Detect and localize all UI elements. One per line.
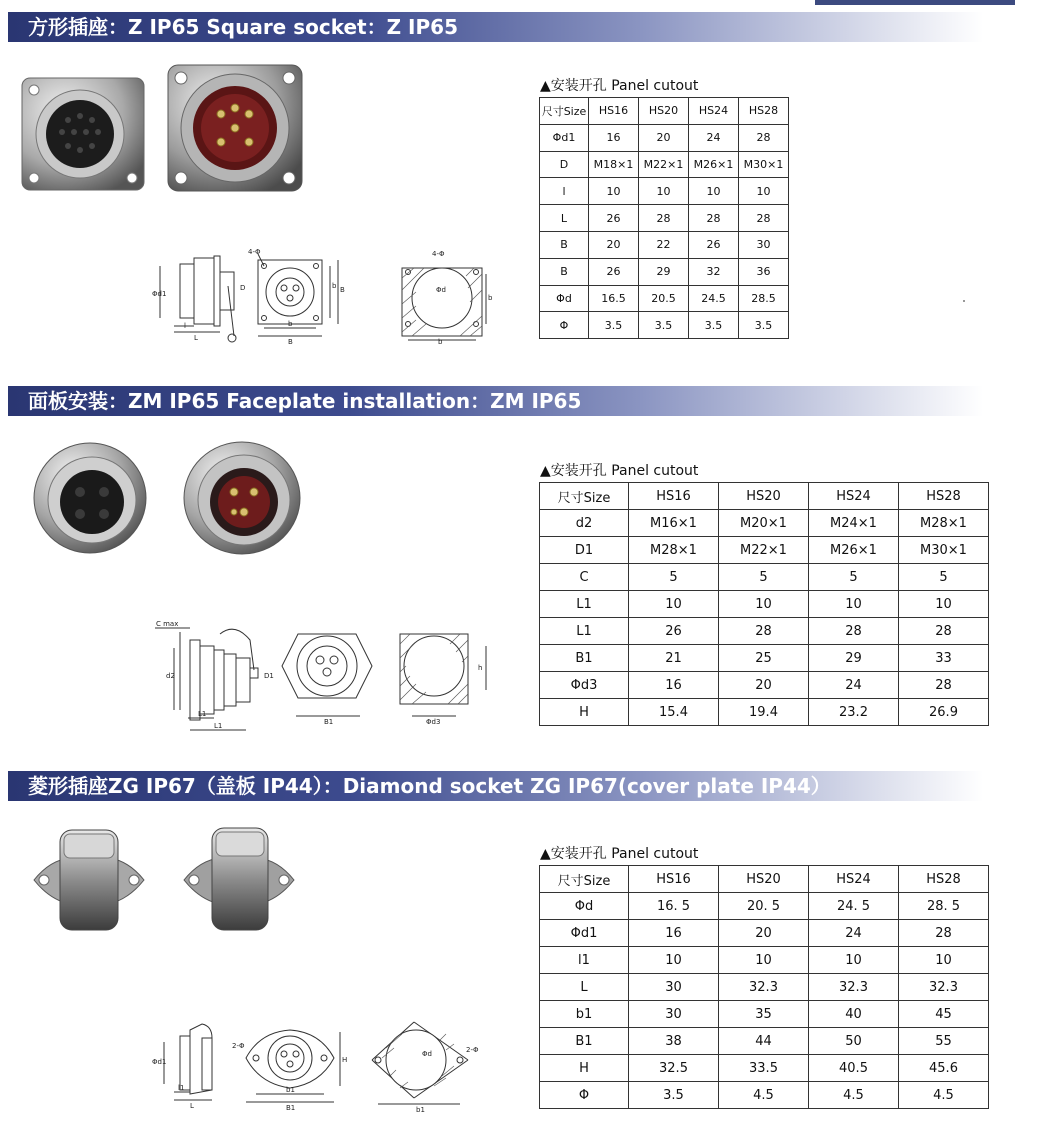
svg-text:b: b	[438, 338, 443, 346]
table-cell: C	[540, 564, 629, 591]
table-cell: L	[540, 205, 589, 232]
table-cell: 20	[719, 672, 809, 699]
table-cell: 16	[589, 124, 639, 151]
table-cell: 26	[589, 205, 639, 232]
top-accent-bar	[815, 0, 1015, 5]
table-cell: 10	[639, 178, 689, 205]
table-cell: 10	[719, 591, 809, 618]
table-cell: 5	[809, 564, 899, 591]
table-cell: 28. 5	[899, 893, 989, 920]
table-cell: 21	[629, 645, 719, 672]
table-cell: 45.6	[899, 1055, 989, 1082]
table-cell: 3.5	[629, 1082, 719, 1109]
table-cell: L1	[540, 591, 629, 618]
table-cell: 24.5	[689, 285, 739, 312]
table-cell: 10	[899, 947, 989, 974]
table-cell: 23.2	[809, 699, 899, 726]
table-row	[540, 591, 989, 618]
table-cell: M18×1	[589, 151, 639, 178]
table-cell: D1	[540, 537, 629, 564]
table-cell: Φd1	[540, 920, 629, 947]
table-cell: 26	[689, 231, 739, 258]
panel-cutout-label: ▲安装开孔 Panel cutout	[540, 846, 699, 862]
table-cell: 4.5	[809, 1082, 899, 1109]
table-cell: B	[540, 258, 589, 285]
square-socket-drawings	[150, 246, 495, 346]
table-header-cell: HS20	[719, 866, 809, 893]
table-cell: Φd	[540, 893, 629, 920]
svg-text:C max: C max	[156, 620, 179, 628]
table-cell: Φ	[540, 312, 589, 339]
table-cell: M26×1	[809, 537, 899, 564]
table-cell: l	[540, 178, 589, 205]
table-cell: M28×1	[629, 537, 719, 564]
svg-text:b1: b1	[286, 1086, 295, 1094]
table-cell: Φd1	[540, 124, 589, 151]
table-cell: 3.5	[589, 312, 639, 339]
table-cell: M30×1	[739, 151, 789, 178]
table-cell: 10	[809, 947, 899, 974]
table-cell: 29	[809, 645, 899, 672]
svg-text:h: h	[478, 664, 483, 672]
table-cell: M20×1	[719, 510, 809, 537]
table-cell: 29	[639, 258, 689, 285]
table-cell: 36	[739, 258, 789, 285]
square-socket-photo-front	[18, 76, 148, 194]
table-cell: 20	[589, 231, 639, 258]
spec-table-square-socket	[539, 97, 789, 339]
svg-text:b1: b1	[416, 1106, 425, 1113]
table-cell: L1	[540, 618, 629, 645]
table-row	[540, 618, 989, 645]
table-cell: 16	[629, 920, 719, 947]
svg-text:Φd: Φd	[436, 286, 446, 294]
table-header-cell: 尺寸Size	[540, 98, 589, 125]
table-cell: d2	[540, 510, 629, 537]
table-cell: 38	[629, 1028, 719, 1055]
table-cell: 28.5	[739, 285, 789, 312]
table-header-row	[540, 98, 789, 125]
table-row	[540, 312, 789, 339]
square-socket-photo-pins	[165, 62, 305, 194]
table-cell: M26×1	[689, 151, 739, 178]
table-header-cell: HS24	[809, 483, 899, 510]
spec-table-faceplate	[539, 482, 989, 726]
table-header-cell: HS28	[899, 483, 989, 510]
svg-text:D1: D1	[264, 672, 274, 680]
svg-text:2-Φ: 2-Φ	[466, 1046, 479, 1054]
table-row	[540, 645, 989, 672]
table-row	[540, 231, 789, 258]
table-cell: 28	[639, 205, 689, 232]
table-cell: 32	[689, 258, 739, 285]
table-cell: 20	[719, 920, 809, 947]
table-cell: 45	[899, 1001, 989, 1028]
table-cell: b1	[540, 1001, 629, 1028]
table-row	[540, 205, 789, 232]
table-cell: 55	[899, 1028, 989, 1055]
table-cell: 35	[719, 1001, 809, 1028]
table-cell: 5	[899, 564, 989, 591]
table-header-cell: 尺寸Size	[540, 866, 629, 893]
table-cell: M28×1	[899, 510, 989, 537]
table-cell: l1	[540, 947, 629, 974]
table-row	[540, 258, 789, 285]
table-cell: 24	[809, 672, 899, 699]
table-row	[540, 672, 989, 699]
table-header-cell: HS16	[589, 98, 639, 125]
table-cell: 25	[719, 645, 809, 672]
table-header-cell: HS24	[689, 98, 739, 125]
table-cell: H	[540, 1055, 629, 1082]
faceplate-socket-photo-pins	[180, 440, 310, 558]
table-cell: Φd3	[540, 672, 629, 699]
svg-text:L1: L1	[198, 710, 207, 718]
table-cell: 10	[719, 947, 809, 974]
table-cell: 16	[629, 672, 719, 699]
table-row	[540, 699, 989, 726]
table-cell: 15.4	[629, 699, 719, 726]
table-cell: 4.5	[899, 1082, 989, 1109]
panel-cutout-label: ▲安装开孔 Panel cutout	[540, 463, 699, 479]
table-cell: 22	[639, 231, 689, 258]
table-cell: 5	[629, 564, 719, 591]
svg-text:Φd1: Φd1	[152, 1058, 167, 1066]
table-header-cell: HS24	[809, 866, 899, 893]
diamond-socket-photo-side	[180, 824, 298, 936]
table-cell: 10	[629, 591, 719, 618]
panel-cutout-label: ▲安装开孔 Panel cutout	[540, 78, 699, 94]
table-row	[540, 920, 989, 947]
table-row	[540, 537, 989, 564]
table-header-cell: HS16	[629, 866, 719, 893]
table-header-cell: HS16	[629, 483, 719, 510]
table-row	[540, 285, 789, 312]
table-cell: 28	[739, 124, 789, 151]
svg-text:L1: L1	[214, 722, 223, 730]
table-row	[540, 510, 989, 537]
table-cell: 26	[589, 258, 639, 285]
diamond-socket-photo-front	[30, 824, 148, 936]
table-cell: 28	[899, 672, 989, 699]
table-header-cell: HS20	[719, 483, 809, 510]
section-title-diamond-socket: 菱形插座ZG IP67（盖板 IP44）：Diamond socket ZG IP67(cover plate IP44）	[8, 771, 983, 801]
svg-text:B1: B1	[324, 718, 334, 726]
table-cell: 20	[639, 124, 689, 151]
table-cell: 26	[629, 618, 719, 645]
table-row	[540, 564, 989, 591]
table-cell: 28	[739, 205, 789, 232]
table-cell: 24	[689, 124, 739, 151]
table-cell: D	[540, 151, 589, 178]
table-cell: 20. 5	[719, 893, 809, 920]
table-cell: 50	[809, 1028, 899, 1055]
section-title-faceplate: 面板安装：ZM IP65 Faceplate installation：ZM IP65	[8, 386, 983, 416]
table-header-cell: HS28	[739, 98, 789, 125]
table-cell: M30×1	[899, 537, 989, 564]
table-row	[540, 151, 789, 178]
table-row	[540, 1082, 989, 1109]
table-cell: 3.5	[689, 312, 739, 339]
table-cell: 24. 5	[809, 893, 899, 920]
table-cell: 26.9	[899, 699, 989, 726]
table-cell: B1	[540, 1028, 629, 1055]
table-cell: M22×1	[719, 537, 809, 564]
table-row	[540, 1001, 989, 1028]
table-row	[540, 974, 989, 1001]
svg-text:H: H	[342, 1056, 348, 1064]
table-cell: 32.3	[899, 974, 989, 1001]
svg-text:B1: B1	[286, 1104, 296, 1112]
table-cell: B1	[540, 645, 629, 672]
table-header-row	[540, 483, 989, 510]
svg-text:d2: d2	[166, 672, 175, 680]
table-cell: 5	[719, 564, 809, 591]
table-cell: B	[540, 231, 589, 258]
table-cell: 28	[899, 920, 989, 947]
table-cell: 16.5	[589, 285, 639, 312]
diamond-socket-drawings	[150, 1018, 495, 1113]
table-cell: Φ	[540, 1082, 629, 1109]
speck	[963, 300, 965, 302]
table-cell: 40.5	[809, 1055, 899, 1082]
svg-text:Φd: Φd	[422, 1050, 432, 1058]
table-cell: 10	[739, 178, 789, 205]
spec-table-diamond-socket	[539, 865, 989, 1109]
table-cell: Φd	[540, 285, 589, 312]
table-row	[540, 1028, 989, 1055]
svg-text:B: B	[340, 286, 345, 294]
table-row	[540, 1055, 989, 1082]
svg-text:4-Φ: 4-Φ	[248, 248, 261, 256]
table-cell: 28	[719, 618, 809, 645]
table-cell: 44	[719, 1028, 809, 1055]
table-cell: 16. 5	[629, 893, 719, 920]
svg-text:b: b	[488, 294, 493, 302]
table-cell: 28	[809, 618, 899, 645]
table-cell: 32.3	[809, 974, 899, 1001]
table-cell: 10	[899, 591, 989, 618]
table-cell: 28	[689, 205, 739, 232]
section-title-square-socket: 方形插座：Z IP65 Square socket：Z IP65	[8, 12, 983, 42]
table-cell: M16×1	[629, 510, 719, 537]
table-header-cell: HS20	[639, 98, 689, 125]
svg-text:D: D	[240, 284, 246, 292]
table-cell: 30	[629, 974, 719, 1001]
svg-text:Φd1: Φd1	[152, 290, 167, 298]
table-cell: 33.5	[719, 1055, 809, 1082]
table-row	[540, 947, 989, 974]
table-header-cell: HS28	[899, 866, 989, 893]
table-cell: M24×1	[809, 510, 899, 537]
table-cell: 10	[689, 178, 739, 205]
table-cell: 32.5	[629, 1055, 719, 1082]
table-cell: 3.5	[739, 312, 789, 339]
svg-text:4-Φ: 4-Φ	[432, 250, 445, 258]
table-cell: 3.5	[639, 312, 689, 339]
table-row	[540, 178, 789, 205]
table-cell: 30	[629, 1001, 719, 1028]
table-header-row	[540, 866, 989, 893]
svg-text:L: L	[190, 1102, 194, 1110]
table-cell: 10	[589, 178, 639, 205]
table-cell: 4.5	[719, 1082, 809, 1109]
table-cell: 28	[899, 618, 989, 645]
table-cell: 32.3	[719, 974, 809, 1001]
svg-text:b: b	[332, 282, 337, 290]
svg-text:l: l	[184, 322, 186, 330]
table-row	[540, 124, 789, 151]
svg-text:l1: l1	[178, 1084, 185, 1092]
svg-text:2-Φ: 2-Φ	[232, 1042, 245, 1050]
svg-text:B: B	[288, 338, 293, 346]
table-cell: 10	[809, 591, 899, 618]
table-cell: 33	[899, 645, 989, 672]
table-cell: M22×1	[639, 151, 689, 178]
svg-text:Φd3: Φd3	[426, 718, 441, 726]
svg-text:b: b	[288, 320, 293, 328]
faceplate-socket-photo-front	[30, 440, 150, 556]
svg-text:L: L	[194, 334, 198, 342]
table-row	[540, 893, 989, 920]
table-cell: 10	[629, 947, 719, 974]
faceplate-socket-drawings	[150, 620, 495, 745]
table-cell: 19.4	[719, 699, 809, 726]
table-cell: L	[540, 974, 629, 1001]
table-header-cell: 尺寸Size	[540, 483, 629, 510]
table-cell: 40	[809, 1001, 899, 1028]
table-cell: 20.5	[639, 285, 689, 312]
table-cell: H	[540, 699, 629, 726]
table-cell: 30	[739, 231, 789, 258]
table-cell: 24	[809, 920, 899, 947]
